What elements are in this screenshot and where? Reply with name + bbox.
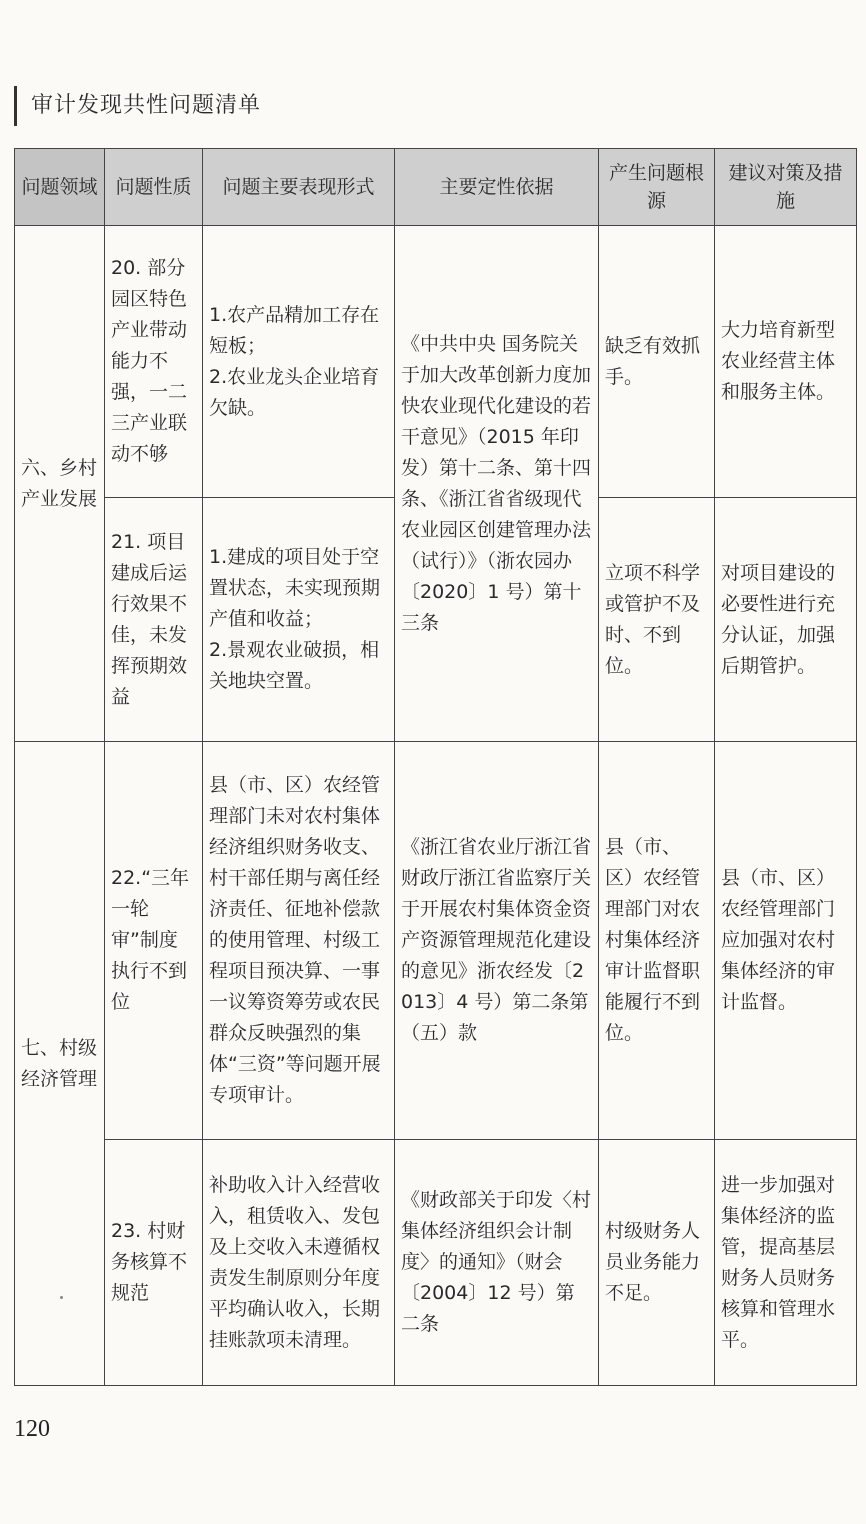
audit-problem-table [14,148,857,1386]
page-header [14,86,261,126]
root-cell: 缺乏有效抓手。 [599,226,715,498]
col-header-root: 产生问题根源 [599,149,715,226]
nature-cell: 22.“三年一轮审”制度执行不到位 [105,742,203,1140]
col-header-domain: 问题领域 [15,149,105,226]
basis-cell: 《中共中央 国务院关于加大改革创新力度加快农业现代化建设的若干意见》（2015 年印发）第十二条、第十四条、《浙江省省级现代农业园区创建管理办法（试行）》（浙农园办〔2020〕1 号）第十三条 [395,226,599,742]
col-header-basis: 主要定性依据 [395,149,599,226]
table-header-row [15,149,857,226]
root-cell: 县（市、区）农经管理部门对农村集体经济审计监督职能履行不到位。 [599,742,715,1140]
forms-cell: 1.建成的项目处于空置状态，未实现预期产值和收益； 2.景观农业破损，相关地块空置。 [203,498,395,742]
measure-cell: 县（市、区）农经管理部门应加强对农村集体经济的审计监督。 [715,742,857,1140]
print-speck [60,1296,63,1299]
root-cell: 立项不科学或管护不及时、不到位。 [599,498,715,742]
domain-cell-industry: 六、乡村产业发展 [15,226,105,742]
col-header-nature: 问题性质 [105,149,203,226]
measure-cell: 大力培育新型农业经营主体和服务主体。 [715,226,857,498]
table-row [15,742,857,1140]
page-number: 120 [14,1416,50,1442]
measure-cell: 进一步加强对集体经济的监管，提高基层财务人员财务核算和管理水平。 [715,1140,857,1386]
forms-cell: 补助收入计入经营收入，租赁收入、发包及上交收入未遵循权责发生制原则分年度平均确认收入，长期挂账款项未清理。 [203,1140,395,1386]
table-row [15,226,857,498]
forms-cell: 1.农产品精加工存在短板； 2.农业龙头企业培育欠缺。 [203,226,395,498]
header-title: 审计发现共性问题清单 [31,93,262,118]
root-cell: 村级财务人员业务能力不足。 [599,1140,715,1386]
domain-cell-village-economy: 七、村级经济管理 [15,742,105,1386]
forms-cell: 县（市、区）农经管理部门未对农村集体经济组织财务收支、村干部任期与离任经济责任、征地补偿款的使用管理、村级工程项目预决算、一事一议筹资筹劳或农民群众反映强烈的集体“三资”等问题开展专项审计。 [203,742,395,1140]
col-header-measure: 建议对策及措施 [715,149,857,226]
measure-cell: 对项目建设的必要性进行充分认证，加强后期管护。 [715,498,857,742]
nature-cell: 21. 项目建成后运行效果不佳，未发挥预期效益 [105,498,203,742]
table-row [15,1140,857,1386]
basis-cell: 《浙江省农业厅浙江省财政厅浙江省监察厅关于开展农村集体资金资产资源管理规范化建设的意见》浙农经发〔2013〕4 号）第二条第（五）款 [395,742,599,1140]
nature-cell: 20. 部分园区特色产业带动能力不强，一二三产业联动不够 [105,226,203,498]
col-header-forms: 问题主要表现形式 [203,149,395,226]
nature-cell: 23. 村财务核算不规范 [105,1140,203,1386]
basis-cell: 《财政部关于印发〈村集体经济组织会计制度〉的通知》（财会〔2004〕12 号）第二条 [395,1140,599,1386]
